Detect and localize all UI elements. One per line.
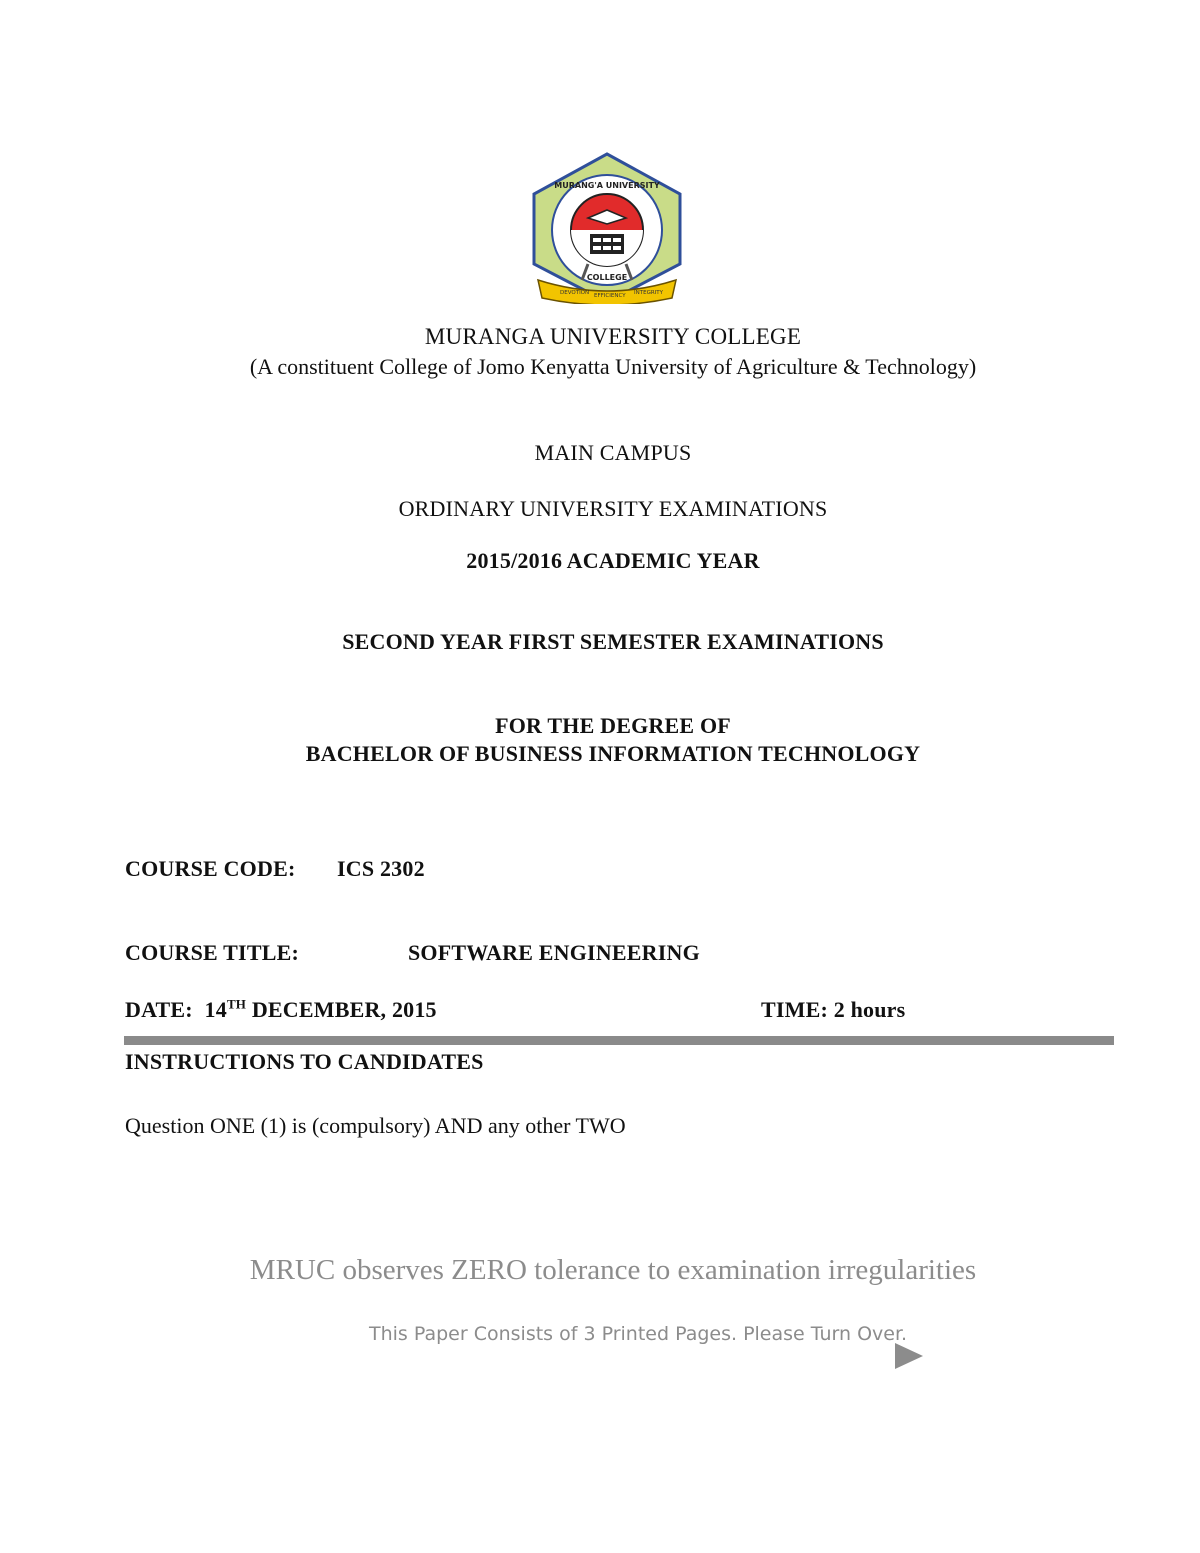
time-label: TIME: xyxy=(761,997,828,1022)
exam-date xyxy=(125,997,437,1023)
exam-type: ORDINARY UNIVERSITY EXAMINATIONS xyxy=(398,496,828,521)
turn-over-arrow-icon xyxy=(895,1343,923,1369)
svg-text:EFFICIENCY: EFFICIENCY xyxy=(594,293,626,299)
course-code-label: COURSE CODE: xyxy=(125,856,296,881)
divider-rule xyxy=(124,1036,1114,1045)
academic-year: 2015/2016 ACADEMIC YEAR xyxy=(466,548,760,573)
exam-time xyxy=(761,997,905,1023)
degree-intro: FOR THE DEGREE OF xyxy=(495,713,731,738)
time-value: 2 hours xyxy=(833,997,906,1022)
svg-text:DEVOTION: DEVOTION xyxy=(560,290,590,296)
college-logo xyxy=(530,152,684,304)
course-title-label: COURSE TITLE: xyxy=(125,940,299,965)
instructions-heading: INSTRUCTIONS TO CANDIDATES xyxy=(125,1049,484,1074)
svg-text:MURANG'A UNIVERSITY: MURANG'A UNIVERSITY xyxy=(554,181,660,190)
institution-name: MURANGA UNIVERSITY COLLEGE xyxy=(424,324,802,349)
semester-title: SECOND YEAR FIRST SEMESTER EXAMINATIONS xyxy=(342,629,884,654)
zero-tolerance-slogan: MRUC observes ZERO tolerance to examination irregularities xyxy=(249,1254,977,1286)
svg-text:COLLEGE: COLLEGE xyxy=(586,273,628,282)
degree-title: BACHELOR OF BUSINESS INFORMATION TECHNOLOGY xyxy=(305,741,921,766)
instructions-text: Question ONE (1) is (compulsory) AND any other TWO xyxy=(125,1113,626,1138)
date-rest: DECEMBER, 2015 xyxy=(251,997,437,1022)
campus-name: MAIN CAMPUS xyxy=(534,440,692,465)
pages-note: This Paper Consists of 3 Printed Pages. Please Turn Over. xyxy=(369,1323,908,1345)
course-title: SOFTWARE ENGINEERING xyxy=(408,940,700,965)
institution-subtitle: (A constituent College of Jomo Kenyatta University of Agriculture & Technology) xyxy=(249,354,977,379)
date-day: 14 xyxy=(204,997,227,1022)
course-code: ICS 2302 xyxy=(337,856,425,881)
date-suffix: TH xyxy=(226,996,247,1012)
svg-text:INTEGRITY: INTEGRITY xyxy=(634,290,663,296)
date-label: DATE: xyxy=(125,997,193,1022)
